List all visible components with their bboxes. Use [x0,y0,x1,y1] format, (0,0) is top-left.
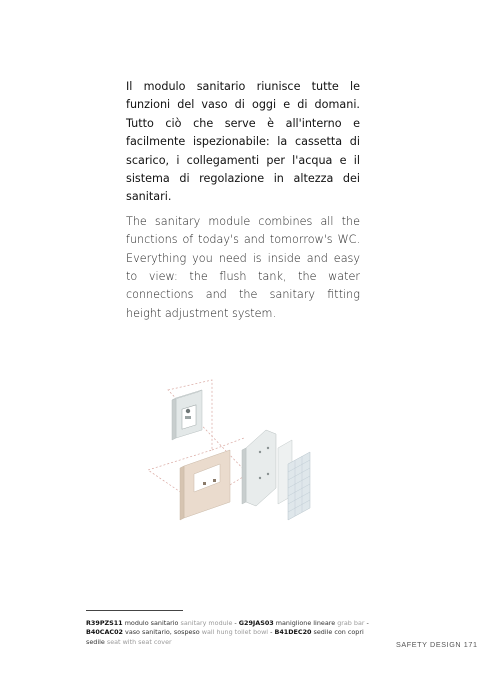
exploded-module-illustration [140,378,370,528]
body-text [126,78,360,323]
caption-item: B41DEC20 sedile con copri sedile seat with seat cover [86,628,364,646]
footer-section-title: SAFETY DESIGN [396,640,462,649]
product-caption [86,619,382,647]
tile-panel [288,452,310,520]
paragraph-italian: Il modulo sanitario riunisce tutte le funzioni del vaso di oggi e di domani. Tutto ciò che serve è all'interno e facilmente ispezionabile: la cassetta di scarico, i collegamenti per l'acqua e il sistema di regolazione in altezza dei sanitari. [126,80,360,204]
caption-item: B40CAC02 vaso sanitario, sospeso wall hung toilet bowl - [86,628,275,637]
page-footer [396,640,478,649]
beige-support-frame [180,450,230,520]
sanitary-module-box [172,390,202,440]
caption-item: G29JAS03 maniglione lineare grab bar - [238,619,369,627]
grey-front-panel [242,430,276,506]
dashed-guide-line [212,438,244,450]
page-number: 171 [463,640,478,649]
footnote-rule [86,610,183,611]
caption-item: R39PZS11 modulo sanitario sanitary module - [86,619,239,627]
paragraph-english: The sanitary module combines all the functions of today's and tomorrow's WC. Everything you need is inside and easy to view: the flush tank, the water connections and the sanitary fitting height adjustment system. [126,214,360,320]
